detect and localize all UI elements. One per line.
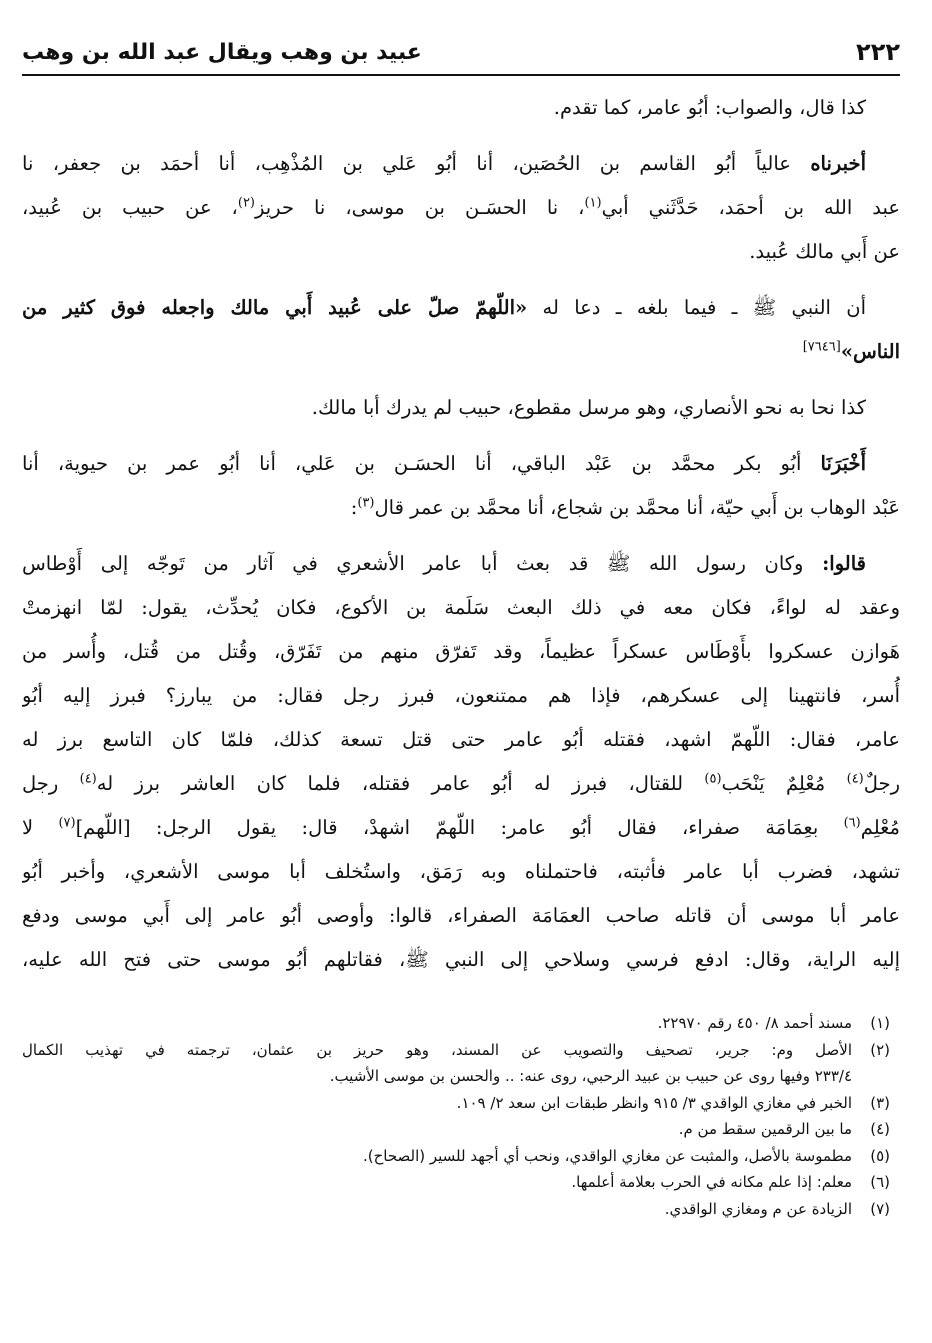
narrative-text-6d: رجل	[22, 772, 80, 795]
narrative-line-2: وعقد له لواءً، فكان معه في ذلك البعث سَلَمة بن الأكوع، فكان يُحدِّث، يقول: لمّا انهزمتْ	[22, 596, 900, 619]
isnad-1-line-3: عن أَبي مالك عُبيد.	[749, 240, 900, 263]
narrative-text-6c: للقتال، فبرز له أبُو عامر فقتله، فلما كان العاشر برز له	[96, 772, 705, 795]
page-header	[22, 28, 900, 80]
footnote-text: مسند أحمد ٨/ ٤٥٠ رقم ٢٢٩٧٠.	[657, 1014, 852, 1032]
running-title: عبيد بن وهب ويقال عبد الله بن وهب	[22, 40, 422, 65]
footnote-text-block	[22, 1037, 852, 1090]
narrative-text-6a: رجلٌ	[863, 772, 900, 795]
footnote-text: ٢٣٣/٤ وفيها روى عن حبيب بن عبيد الرحبي، روى عنه: .. والحسن بن موسى الأشيب.	[329, 1067, 852, 1085]
narrative-line-1	[22, 542, 900, 586]
narrative-line-7	[22, 806, 900, 850]
footnote-number: (٤)	[870, 1120, 890, 1138]
narrative-line-9: عامر أبا موسى أن قاتله صاحب العمَامَة الصفراء، قالوا: وأوصى أبُو عامر إلى أَبي موسى ودفع	[22, 904, 900, 927]
hadith-line-2	[22, 330, 900, 374]
paragraph-narrative	[22, 542, 900, 982]
narrative-line-5: عامر، فقال: اللّهمّ اشهد، فقتله أبُو عامر حتى قتل تسعة كذلك، فلمّا كان التاسع برز له	[22, 728, 900, 751]
page-number: ٢٢٢	[856, 38, 900, 66]
footnote-text: ما بين الرقمين سقط من م.	[678, 1120, 852, 1138]
isnad-2-text-1: أبُو بكر محمَّد بن عَبْد الباقي، أنا الحسَـن بن عَلي، أنا أبُو عمر بن حيوية، أنا	[22, 452, 802, 475]
isnad-1-text-1: عالياً أبُو القاسم بن الحُصَين، أنا أبُو عَلي بن المُذْهِب، أنا أحمَد بن جعفر، نا	[22, 152, 791, 175]
main-text	[22, 86, 900, 994]
narrative-line-6	[22, 762, 900, 806]
footnote-ref-6[interactable]: (٦)	[843, 815, 861, 831]
footnote-text: الأصل وم: جرير، تصحيف والتصويب عن المسند، وهو حريز بن عثمان، ترجمته في تهذيب الكمال	[22, 1040, 852, 1059]
paragraph-isnad-2	[22, 442, 900, 530]
isnad-2-lead: أَخْبَرَنَا	[820, 452, 867, 475]
footnote-text: مطموسة بالأصل، والمثبت عن مغازي الواقدي، ونحب أي أجهد للسير (الصحاح).	[362, 1146, 852, 1165]
footnote-ref-2[interactable]: (٢)	[237, 195, 255, 211]
footnote	[22, 1169, 900, 1196]
narrative-line-10: إليه الراية، وقال: ادفع فرسي وسلاحي إلى النبي ﷺ، فقاتلهم أبُو موسى حتى فتح الله عليه،	[22, 948, 900, 971]
isnad-2-text-2b: :	[350, 496, 358, 519]
footnote	[22, 1196, 900, 1223]
footnote	[22, 1037, 900, 1090]
footnote-ref-7[interactable]: (٧)	[58, 815, 76, 831]
footnote-number: (٣)	[870, 1093, 890, 1112]
footnote-ref-4a[interactable]: (٤)	[846, 771, 864, 787]
footnote-text: الزيادة عن م ومغازي الواقدي.	[664, 1199, 852, 1218]
isnad-1-text-2c: ، عن حبيب بن عُبيد،	[22, 196, 238, 219]
narrative-text-1: وكان رسول الله ﷺ قد بعث أبا عامر الأشعري في آثار من تَوجّه إلى أَوْطاس	[22, 552, 804, 575]
footnote-ref-1[interactable]: (١)	[584, 195, 602, 211]
isnad-1-line-1	[22, 142, 900, 186]
hadith-quote-1: «اللّهمّ صلّ على عُبيد أَبي مالك واجعله فوق كثير من	[22, 296, 528, 319]
footnote-ref-4b[interactable]: (٤)	[79, 771, 97, 787]
book-page	[22, 28, 900, 1308]
footnote-ref-3[interactable]: (٣)	[357, 495, 375, 511]
narrative-lead: قالوا:	[822, 552, 866, 575]
narrative-line-4: أُسر، فانتهينا إلى عسكرهم، فإذا هم ممتنعون، فبرز رجل فقال: من يبارز؟ فبرز إليه أبُو	[22, 684, 900, 707]
isnad-2-line-2	[22, 486, 900, 530]
footnote-number: (٢)	[870, 1040, 890, 1059]
hadith-quote-2: الناس»	[840, 340, 900, 363]
narrative-line-3: هَوازن عسكروا بأَوْطَاس عسكراً عظيماً، وقد تَفرّق منهم من تَفَرّق، وقُتل من قُتل، وأُسر من	[22, 640, 900, 663]
footnote-text: الخبر في مغازي الواقدي ٣/ ٩١٥ وانظر طبقات ابن سعد ٢/ ١٠٩.	[456, 1093, 852, 1112]
footnote-text: معلم: إذا علم مكانه في الحرب بعلامة أعلمها.	[571, 1173, 852, 1191]
narrative-text-7c: لا	[22, 816, 59, 839]
isnad-2-line-1	[22, 442, 900, 486]
isnad-1-text-2b: ، نا الحسَـن بن موسى، نا حريز	[255, 196, 585, 219]
isnad-1-line-2	[22, 186, 900, 230]
hadith-intro: أن النبي ﷺ ـ فيما بلغه ـ دعا له	[527, 296, 866, 319]
footnote-number: (٥)	[870, 1146, 890, 1165]
footnote	[22, 1010, 900, 1037]
paragraph-comment	[22, 386, 900, 430]
footnote-ref-5[interactable]: (٥)	[704, 771, 722, 787]
footnote	[22, 1143, 900, 1170]
footnote	[22, 1090, 900, 1117]
footnote-number: (٦)	[870, 1173, 890, 1191]
correction-text: كذا قال، والصواب: أبُو عامر، كما تقدم.	[553, 96, 866, 119]
narrative-text-6b: مُعْلِمٌ يَنْحَب	[721, 772, 847, 795]
footnote	[22, 1116, 900, 1143]
hadith-number: [٧٦٤٦]	[802, 339, 841, 355]
narrative-line-8: تشهد، فضرب أبا عامر فأثبته، فاحتملناه وبه رَمَق، واستُخلف أبا موسى الأشعري، وأخبر أبُو	[22, 860, 900, 883]
footnote-number: (٧)	[870, 1199, 890, 1218]
isnad-1-text-2a: عبد الله بن أحمَد، حَدَّثَني أبي	[601, 196, 900, 219]
paragraph-hadith	[22, 286, 900, 374]
hadith-line-1	[22, 286, 900, 330]
isnad-2-text-2a: عَبْد الوهاب بن أَبي حيّة، أنا محمَّد بن شجاع، أنا محمَّد بن عمر قال	[374, 496, 900, 519]
header-rule	[22, 74, 900, 76]
footnotes	[22, 1010, 900, 1222]
narrative-text-7a: مُعْلِم	[860, 816, 900, 839]
narrative-text-7b: بعِمَامَة صفراء، فقال أبُو عامر: اللّهمّ اشهدْ، قال: يقول الرجل: [اللّهم]	[75, 816, 844, 839]
paragraph-correction	[22, 86, 900, 130]
paragraph-isnad-1	[22, 142, 900, 274]
comment-text: كذا نحا به نحو الأنصاري، وهو مرسل مقطوع، حبيب لم يدرك أبا مالك.	[311, 396, 866, 419]
isnad-1-lead: أخبرناه	[810, 152, 867, 175]
footnote-number: (١)	[870, 1014, 890, 1032]
